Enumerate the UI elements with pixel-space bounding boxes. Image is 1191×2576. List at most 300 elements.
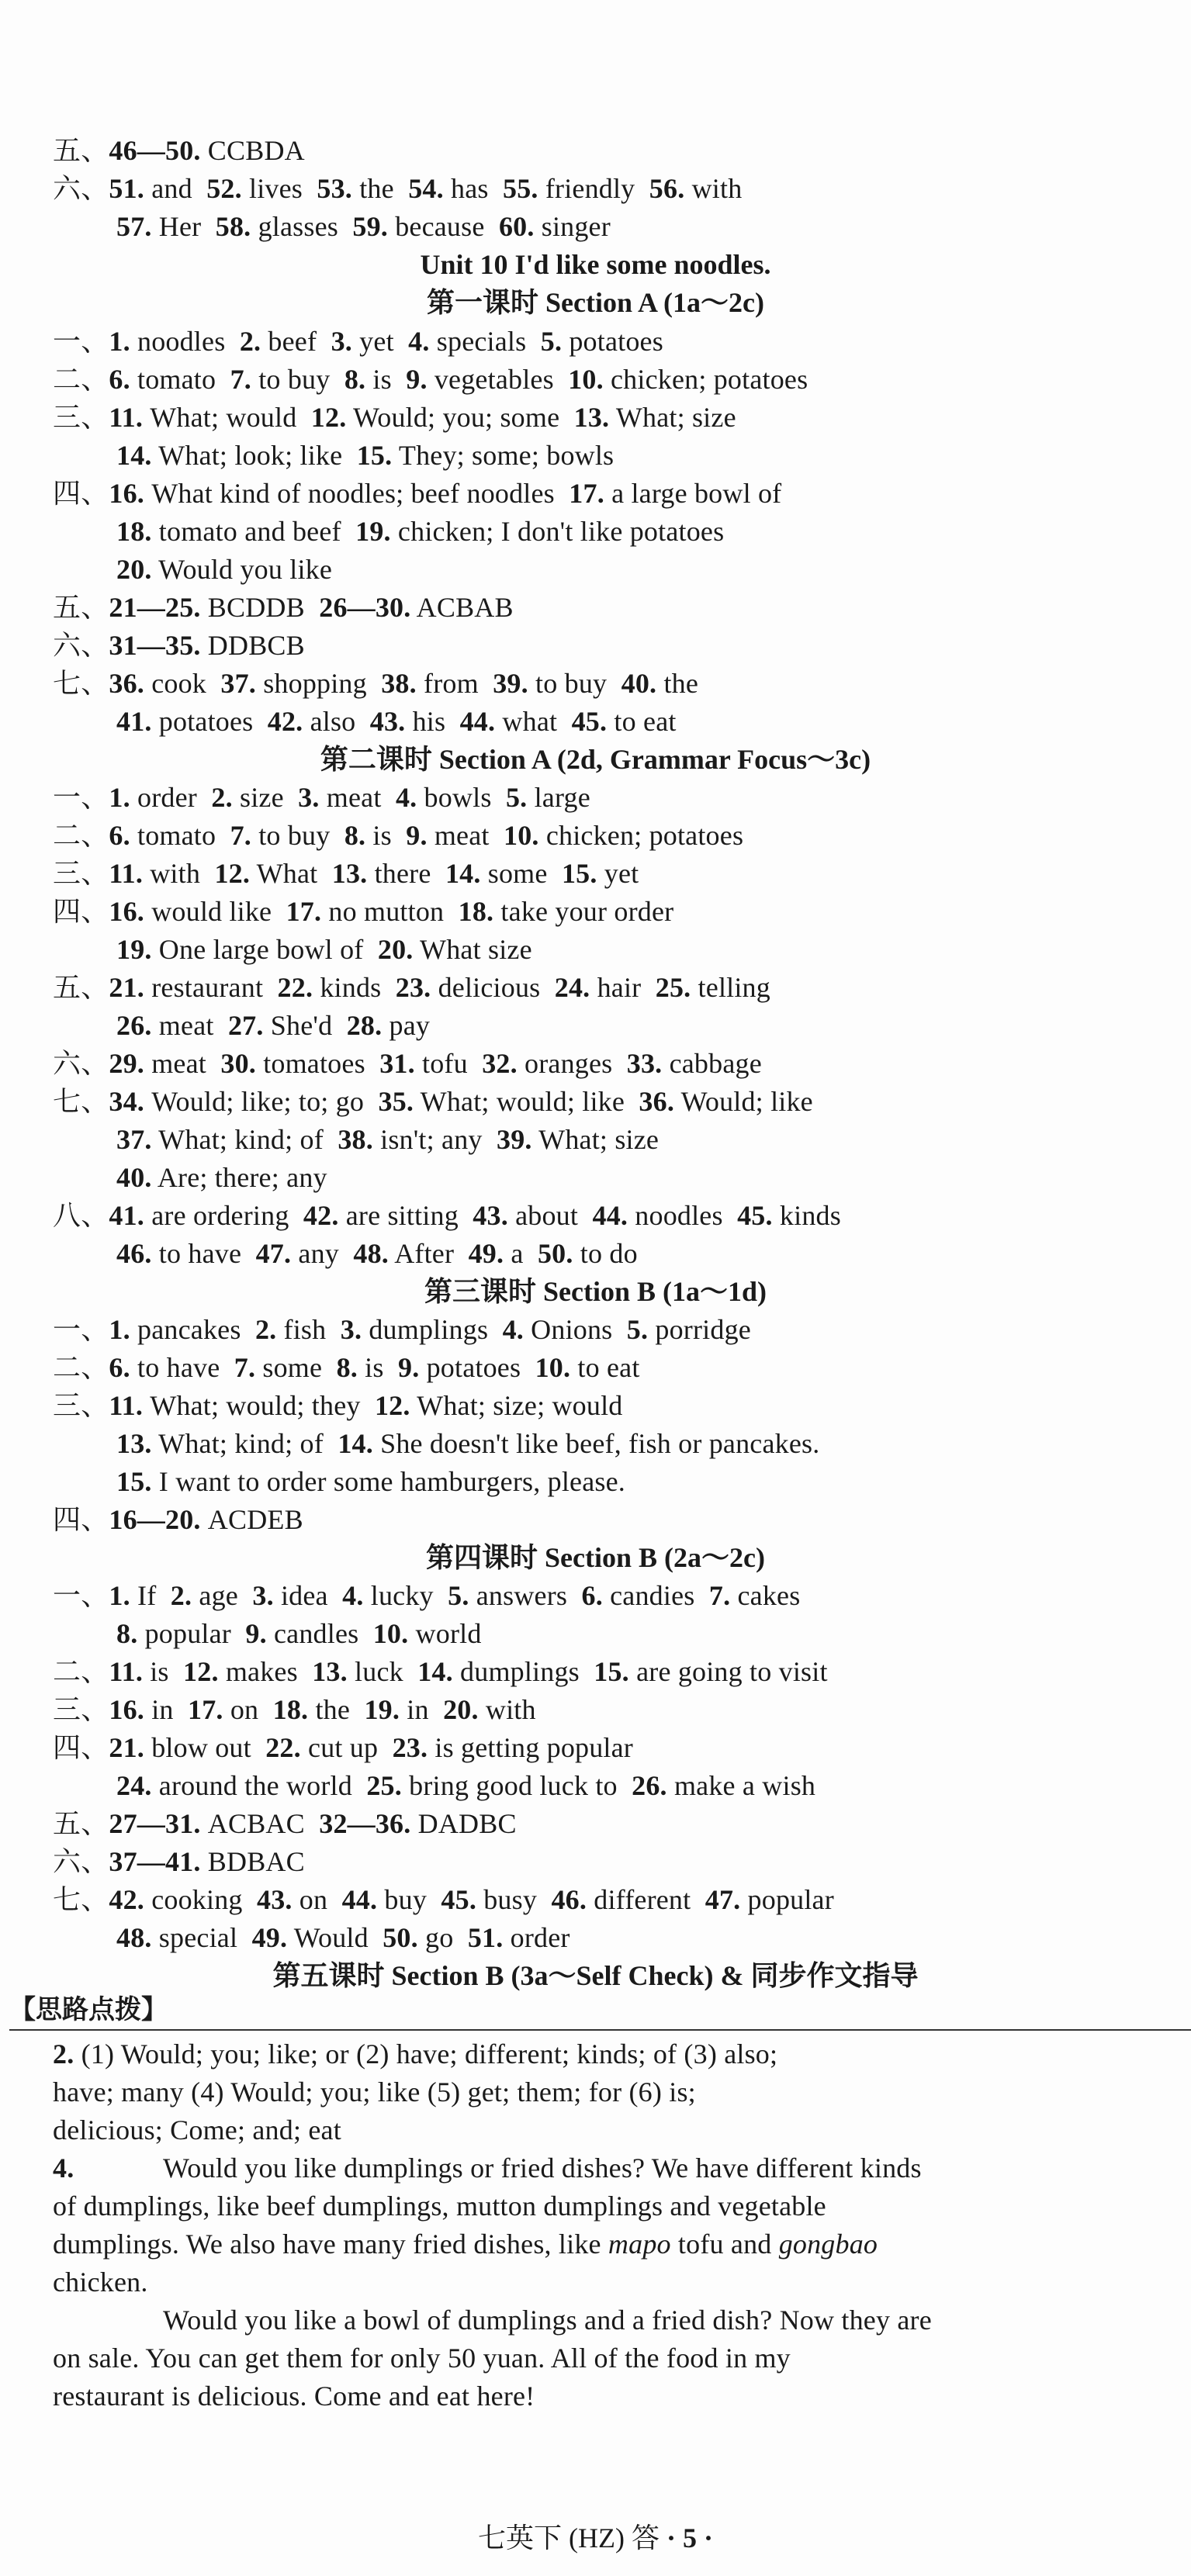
answer-text: 二、 [53,820,109,851]
item-number: 46. [116,1238,152,1269]
answer-text: 六、 [53,630,109,661]
answer-text: cooking [144,1884,257,1915]
answer-text: I want to order some hamburgers, please. [151,1466,625,1497]
answer-line [53,1349,640,1386]
answer-text: They; some; bowls [392,440,615,471]
q4-p1-text-3b: tofu and [670,2228,779,2260]
answer-text: is getting popular [428,1732,633,1763]
page-number: · 5 · [666,2522,713,2554]
answer-text: beef [261,326,331,357]
item-number: 26—30. [319,592,411,623]
answer-text: 一、 [53,1580,109,1611]
answer-line [116,1615,482,1652]
item-number: 3. [340,1314,362,1345]
answer-text: yet [597,858,639,889]
item-number: 19. [116,934,152,965]
answer-text: DADBC [410,1808,517,1839]
item-number: 11. [109,1656,144,1687]
item-number: 8. [116,1618,138,1649]
answer-text: lives [241,173,317,204]
answer-text: 三、 [53,1390,109,1421]
item-number: 12. [214,858,251,889]
item-number: 18. [272,1694,309,1725]
answer-text: tomato [130,364,230,395]
answer-text: some [480,858,562,889]
item-number: 11. [109,402,144,433]
answer-text: BCDDB [200,592,320,623]
answer-text: 二、 [53,1656,109,1687]
answer-text: What; would; they [143,1390,375,1421]
answer-text: 四、 [53,1504,109,1535]
answer-text: One large bowl of [151,934,378,965]
q4-p1-text-1: Would you like dumplings or fried dishes? We have different kinds [163,2152,922,2184]
q4-p1-line-2 [53,2187,826,2225]
answer-text: world [408,1618,482,1649]
answer-text: idea [273,1580,343,1611]
item-number: 44. [459,706,496,737]
q4-italic-gongbao: gongbao [778,2228,878,2260]
item-number: 43. [369,706,406,737]
answer-text: potatoes [419,1352,535,1383]
answer-text: from [416,668,493,699]
answer-line [53,323,663,360]
item-number: 15. [116,1466,152,1497]
item-number: 37. [220,668,257,699]
answer-text: order [130,782,212,813]
answer-text: makes [218,1656,313,1687]
answer-text: What [250,858,332,889]
answer-line [53,589,514,626]
answer-text: hair [590,972,656,1003]
item-number: 46. [551,1884,587,1915]
item-number: 26. [116,1010,152,1041]
answer-text: different [587,1884,705,1915]
item-number: 45. [737,1200,773,1231]
answer-text: any [291,1238,354,1269]
answer-text: are ordering [144,1200,303,1231]
item-number: 33. [626,1048,663,1079]
item-number: 6. [581,1580,603,1611]
item-number: 48. [116,1922,152,1953]
answer-text: tomatoes [256,1048,380,1079]
answer-line [53,1387,622,1424]
answer-line [53,779,590,816]
answer-text: in [144,1694,189,1725]
divider [9,2029,1191,2031]
item-number: 14. [417,1656,453,1687]
answer-text: Would; like; to; go [144,1086,379,1117]
answer-line [53,893,673,930]
answer-text: What; kind; of [151,1124,338,1155]
item-number: 37. [116,1124,152,1155]
item-number: 1. [109,326,130,357]
page-footer [0,2519,1191,2557]
item-number: 41. [116,706,152,737]
answer-text: pay [382,1010,431,1041]
item-number: 27. [227,1010,264,1041]
answer-text: delicious [431,972,555,1003]
q4-p1-line-3 [53,2225,878,2263]
item-number: 30. [220,1048,256,1079]
answer-text: size [232,782,299,813]
item-number: 18. [458,896,494,927]
item-number: 44. [341,1884,378,1915]
answer-text: ACBAC [200,1808,320,1839]
answer-text: What kind of noodles; beef noodles [144,478,570,509]
answer-text: Would you like [151,554,333,585]
answer-text: with [684,173,743,204]
q4-p2-text-2: on sale. You can get them for only 50 yuan. All of the food in my [53,2343,791,2374]
answer-line [53,1045,762,1082]
answer-text: What; size; would [410,1390,623,1421]
answer-line [53,817,743,854]
answer-text: 六、 [53,173,109,204]
answer-text: with [478,1694,536,1725]
item-number: 4. [502,1314,524,1345]
item-number: 27—31. [109,1808,201,1839]
answer-text: fish [276,1314,341,1345]
answer-text: some [255,1352,337,1383]
answer-text: What; would; like [414,1086,639,1117]
answer-text: oranges [517,1048,627,1079]
answer-text: lucky [363,1580,448,1611]
q4-italic-mapo: mapo [608,2228,671,2260]
item-number: 32—36. [319,1808,411,1839]
q2-number: 2. [53,2038,74,2069]
item-number: 3. [252,1580,274,1611]
answer-text: yet [351,326,409,357]
answer-text: dumplings [362,1314,503,1345]
answer-line [53,1843,305,1880]
section-header: 第一课时 Section A (1a～2c) [427,287,764,318]
q4-p2-text-3: restaurant is delicious. Come and eat here! [53,2381,535,2412]
item-number: 55. [503,173,538,204]
answer-text: to buy [251,364,344,395]
answer-line [53,132,305,169]
answer-text: has [443,173,504,204]
item-number: 9. [406,820,428,851]
answer-line [116,1425,819,1462]
answer-line [116,513,724,550]
item-number: 14. [445,858,481,889]
item-number: 4. [408,326,430,357]
answer-text: 六、 [53,1846,109,1877]
answer-text: cut up [300,1732,393,1763]
item-number: 11. [109,1390,144,1421]
item-number: 6. [109,820,130,851]
answer-text: Would; you; some [346,402,574,433]
answer-text: about [507,1200,593,1231]
item-number: 18. [116,516,152,547]
q4-p1-text-2: of dumplings, like beef dumplings, mutton dumplings and vegetable [53,2190,826,2222]
item-number: 28. [346,1010,383,1041]
answer-text: 七、 [53,1086,109,1117]
item-number: 42. [267,706,303,737]
answer-text: vegetables [427,364,569,395]
answer-text: to have [151,1238,256,1269]
item-number: 57. [116,211,152,242]
answer-text: kinds [313,972,396,1003]
item-number: 1. [109,782,130,813]
answer-line [53,1881,834,1918]
answer-text: candles [266,1618,373,1649]
answer-line [53,399,736,436]
answer-text: 四、 [53,478,109,509]
answer-text: to buy [251,820,344,851]
answer-text: meat [319,782,396,813]
item-number: 14. [338,1428,373,1459]
answer-text: luck [347,1656,418,1687]
item-number: 53. [317,173,353,204]
answer-text: 三、 [53,1694,109,1725]
item-number: 38. [338,1124,373,1155]
answer-line [116,1767,815,1804]
q2-text-1: (1) Would; you; like; or (2) have; different; kinds; of (3) also; [81,2038,778,2069]
answer-text: the [352,173,409,204]
item-number: 2. [170,1580,192,1611]
answer-text: blow out [144,1732,266,1763]
item-number: 8. [344,364,366,395]
item-number: 31—35. [109,630,201,661]
item-number: 9. [406,364,428,395]
answer-text: 六、 [53,1048,109,1079]
item-number: 13. [312,1656,348,1687]
answer-text: in [400,1694,444,1725]
item-number: 58. [215,211,251,242]
answer-line [116,208,611,245]
item-number: 59. [352,211,388,242]
item-number: 51. [109,173,145,204]
tip-label: 【思路点拨】 [9,1996,168,2024]
item-number: 1. [109,1314,130,1345]
answer-text: there [367,858,445,889]
answer-line [53,170,742,207]
section-header: 第五课时 Section B (3a～Self Check) & 同步作文指导 [272,1960,919,1991]
item-number: 48. [353,1238,389,1269]
item-number: 21—25. [109,592,201,623]
item-number: 42. [303,1200,339,1231]
item-number: 38. [381,668,417,699]
item-number: 17. [286,896,322,927]
answer-text: What; size [531,1124,660,1155]
item-number: 4. [395,782,417,813]
q4-p2-line-1 [163,2301,932,2339]
item-number: 7. [234,1352,256,1383]
answer-text: glasses [251,211,353,242]
answer-text: porridge [648,1314,751,1345]
item-number: 41. [109,1200,145,1231]
answer-text: 四、 [53,1732,109,1763]
item-number: 13. [331,858,368,889]
answer-text: dumplings [452,1656,594,1687]
item-number: 39. [497,1124,532,1155]
item-number: 11. [109,858,144,889]
item-number: 50. [537,1238,573,1269]
answer-line [53,1501,303,1538]
answer-text: and [144,173,207,204]
answer-line [53,1691,536,1728]
answer-text: also [303,706,370,737]
section-header: Unit 10 I'd like some noodles. [420,249,771,280]
item-number: 24. [554,972,590,1003]
item-number: 5. [626,1314,649,1345]
answer-text: potatoes [151,706,268,737]
answer-line [53,855,639,892]
answer-text: around the world [151,1770,367,1801]
answer-text: the [656,668,699,699]
q4-p2-text-1: Would you like a bowl of dumplings and a fried dish? Now they are [163,2305,932,2336]
item-number: 10. [372,1618,409,1649]
answer-text: to do [573,1238,638,1269]
item-number: 14. [116,440,152,471]
item-number: 52. [206,173,242,204]
answer-line [116,1235,638,1272]
answer-text: make a wish [666,1770,816,1801]
item-number: 12. [374,1390,410,1421]
item-number: 3. [331,326,352,357]
answer-text: large [527,782,590,813]
answer-text: What; kind; of [151,1428,338,1459]
item-number: 51. [467,1922,504,1953]
answer-text: 一、 [53,326,109,357]
item-number: 5. [540,326,563,357]
answer-line [116,1159,327,1196]
q4-number [53,2149,74,2187]
item-number: 25. [366,1770,402,1801]
item-number: 6. [109,1352,130,1383]
answer-text: tomato and beef [151,516,356,547]
answer-line [53,1083,813,1120]
answer-text: cabbage [662,1048,762,1079]
answer-line [53,1577,800,1614]
answer-line [53,627,305,664]
answer-text: ACBAB [410,592,514,623]
answer-text: bowls [417,782,506,813]
item-number: 44. [592,1200,628,1231]
answer-text: Would; like [674,1086,813,1117]
item-number: 20. [116,554,152,585]
answer-line [53,1311,751,1348]
item-number: 10. [504,820,539,851]
answer-text: busy [476,1884,552,1915]
item-number: 43. [473,1200,508,1231]
item-number: 9. [245,1618,267,1649]
answer-text: to eat [570,1352,640,1383]
answer-text: 五、 [53,1808,109,1839]
item-number: 45. [571,706,608,737]
answer-text: special [151,1922,252,1953]
answer-text: popular [740,1884,834,1915]
answer-text: tomato [130,820,230,851]
item-number: 46—50. [109,135,201,166]
item-number: 20. [377,934,414,965]
answer-text: meat [427,820,504,851]
answer-line [116,1919,570,1956]
item-number: 29. [109,1048,145,1079]
answer-text: 三、 [53,402,109,433]
answer-text: Are; there; any [151,1162,327,1193]
answer-text: shopping [256,668,382,699]
item-number: 12. [183,1656,219,1687]
q4-p1-text-3a: dumplings. We also have many fried dishes, like [53,2228,608,2260]
answer-text: What size [413,934,532,965]
item-number: 47. [255,1238,292,1269]
answer-text: What; look; like [151,440,357,471]
item-number: 20. [443,1694,479,1725]
answer-text: is [143,1656,184,1687]
item-number: 13. [573,402,610,433]
answer-text: 三、 [53,858,109,889]
answer-line [116,437,614,474]
answer-text: is [365,364,407,395]
item-number: 21. [109,972,145,1003]
item-number: 6. [109,364,130,395]
item-number: 12. [310,402,347,433]
answer-text: friendly [538,173,649,204]
item-number: 40. [116,1162,152,1193]
q4-p1-line-4 [53,2263,148,2301]
item-number: 15. [356,440,393,471]
item-number: 16. [109,478,145,509]
answer-text: She doesn't like beef, fish or pancakes. [372,1428,820,1459]
item-number: 60. [498,211,535,242]
answer-text: candies [602,1580,709,1611]
answer-text: buy [377,1884,441,1915]
item-number: 16—20. [109,1504,201,1535]
q2-line-2 [53,2073,696,2111]
answer-text: 七、 [53,668,109,699]
answer-text: If [130,1580,171,1611]
answer-line [53,1805,517,1842]
answer-text: is [365,820,407,851]
item-number: 8. [344,820,366,851]
answer-text: meat [151,1010,228,1041]
answer-line [53,969,770,1006]
item-number: 42. [109,1884,145,1915]
item-number: 25. [655,972,691,1003]
answer-line [116,703,677,740]
item-number: 9. [398,1352,420,1383]
answer-text: with [143,858,215,889]
item-number: 7. [708,1580,731,1611]
answer-text: 二、 [53,364,109,395]
item-number: 13. [116,1428,152,1459]
answer-text: are going to visit [628,1656,828,1687]
answer-text: popular [137,1618,246,1649]
answer-line [53,361,808,398]
item-number: 22. [265,1732,301,1763]
item-number: 4. [342,1580,364,1611]
item-number: 17. [188,1694,223,1725]
answer-text: 一、 [53,782,109,813]
item-number: 26. [632,1770,667,1801]
answer-text: potatoes [562,326,663,357]
item-number: 56. [649,173,685,204]
answer-text: go [417,1922,468,1953]
item-number: 16. [109,1694,145,1725]
item-number: 21. [109,1732,145,1763]
answer-text: isn't; any [372,1124,497,1155]
answer-text: the [308,1694,365,1725]
item-number: 3. [298,782,320,813]
section-header: 第三课时 Section B (1a～1d) [424,1276,767,1307]
footer-label: 七英下 (HZ) 答 [478,2522,660,2554]
answer-line [116,931,532,968]
answer-text: no mutton [321,896,459,927]
answer-text: What; would [143,402,311,433]
item-number: 7. [230,820,252,851]
item-number: 17. [569,478,604,509]
